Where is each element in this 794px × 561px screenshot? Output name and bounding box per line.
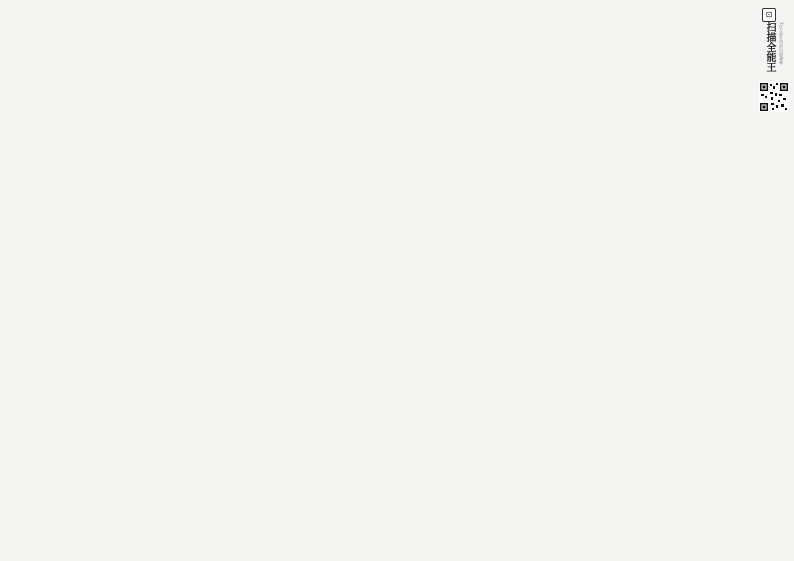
scanner-brand-tagline: 3亿人都在用的扫描App — [779, 22, 784, 65]
qr-code-icon — [759, 82, 789, 112]
scanner-app-icon: ⊡ — [762, 8, 776, 22]
scanner-brand-label: 扫描全能王 — [764, 22, 775, 72]
